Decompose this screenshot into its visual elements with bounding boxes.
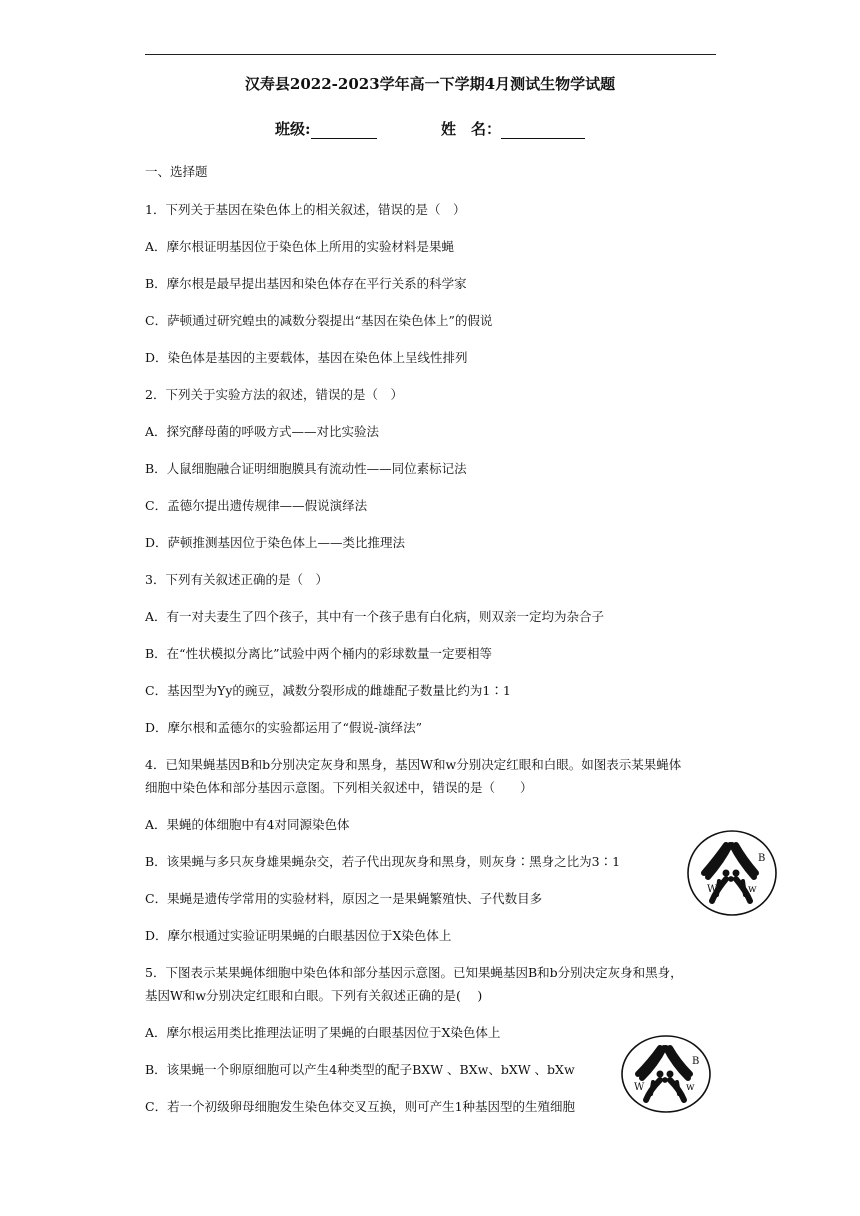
question-5-option-c[interactable]: C．若一个初级卵母细胞发生染色体交叉互换，则可产生1种基因型的生殖细胞 [145, 1099, 576, 1114]
gene-label-b-lower: b [662, 1083, 667, 1091]
gene-label-w: w [686, 1082, 695, 1093]
question-4-option-b[interactable]: B．该果蝇与多只灰身雄果蝇杂交，若子代出现灰身和黑身，则灰身∶黑身之比为3∶1 [145, 854, 621, 869]
question-4-option-a[interactable]: A．果蝇的体细胞中有4对同源染色体 [145, 817, 350, 832]
question-1-option-c[interactable]: C．萨顿通过研究蝗虫的减数分裂提出“基因在染色体上”的假说 [145, 313, 493, 328]
question-5-stem-line-1: 5．下图表示某果蝇体细胞中染色体和部分基因示意图。已知果蝇基因B和b分别决定灰身和黑身， [145, 965, 683, 980]
top-rule [145, 54, 716, 55]
question-4-option-c[interactable]: C．果蝇是遗传学常用的实验材料，原因之一是果蝇繁殖快、子代数目多 [145, 891, 543, 906]
section-heading: 一、选择题 [145, 164, 208, 179]
question-5-stem-line-2: 基因W和w分别决定红眼和白眼。下列有关叙述正确的是( ) [145, 988, 483, 1003]
gene-label-w: w [748, 884, 757, 895]
question-1-option-d[interactable]: D．染色体是基因的主要载体，基因在染色体上呈线性排列 [145, 350, 468, 365]
gene-label-W: W [707, 884, 718, 895]
gene-label-W: W [634, 1082, 645, 1093]
question-5-option-a[interactable]: A．摩尔根运用类比推理法证明了果蝇的白眼基因位于X染色体上 [145, 1025, 501, 1040]
question-3-option-c[interactable]: C．基因型为Yy的豌豆，减数分裂形成的雌雄配子数量比约为1∶1 [145, 683, 511, 698]
question-2-option-c[interactable]: C．孟德尔提出遗传规律——假说演绎法 [145, 498, 368, 513]
chromosome-figure-q4 [686, 829, 778, 917]
page-title: 汉寿县2022-2023学年高一下学期4月测试生物学试题 [244, 75, 616, 93]
question-3-option-d[interactable]: D．摩尔根和孟德尔的实验都运用了“假说-演绎法” [145, 720, 423, 735]
name-label: 姓 名： [441, 120, 502, 138]
question-5-option-b[interactable]: B．该果蝇一个卵原细胞可以产生4种类型的配子BXW 、BXw、bXW 、bXw [145, 1062, 575, 1077]
question-1-option-a[interactable]: A．摩尔根证明基因位于染色体上所用的实验材料是果蝇 [145, 239, 455, 254]
chromosome-figure-q5 [620, 1034, 712, 1114]
question-1-option-b[interactable]: B．摩尔根是最早提出基因和染色体存在平行关系的科学家 [145, 276, 467, 291]
question-1-stem: 1．下列关于基因在染色体上的相关叙述，错误的是（ ） [145, 202, 466, 217]
question-4-stem-line-2: 细胞中染色体和部分基因示意图。下列相关叙述中，错误的是（ ） [145, 780, 533, 795]
question-3-stem: 3．下列有关叙述正确的是（ ） [145, 572, 328, 587]
question-3-option-a[interactable]: A．有一对夫妻生了四个孩子，其中有一个孩子患有白化病，则双亲一定均为杂合子 [145, 609, 605, 624]
gene-label-b-lower: b [728, 883, 733, 891]
gene-label-B-upper: B [758, 853, 766, 864]
class-blank[interactable] [311, 122, 377, 139]
question-2-option-a[interactable]: A．探究酵母菌的呼吸方式——对比实验法 [145, 424, 380, 439]
question-2-option-b[interactable]: B．人鼠细胞融合证明细胞膜具有流动性——同位素标记法 [145, 461, 467, 476]
gene-label-B-upper: B [692, 1056, 700, 1067]
question-4-stem-line-1: 4．已知果蝇基因B和b分别决定灰身和黑身，基因W和w分别决定红眼和白眼。如图表示某果蝇体 [145, 757, 682, 772]
student-info [0, 118, 860, 139]
class-label: 班级: [274, 120, 311, 138]
question-4-option-d[interactable]: D．摩尔根通过实验证明果蝇的白眼基因位于X染色体上 [145, 928, 452, 943]
question-3-option-b[interactable]: B．在“性状模拟分离比”试验中两个桶内的彩球数量一定要相等 [145, 646, 492, 661]
question-2-stem: 2．下列关于实验方法的叙述，错误的是（ ） [145, 387, 403, 402]
name-blank[interactable] [501, 122, 585, 139]
question-2-option-d[interactable]: D．萨顿推测基因位于染色体上——类比推理法 [145, 535, 406, 550]
